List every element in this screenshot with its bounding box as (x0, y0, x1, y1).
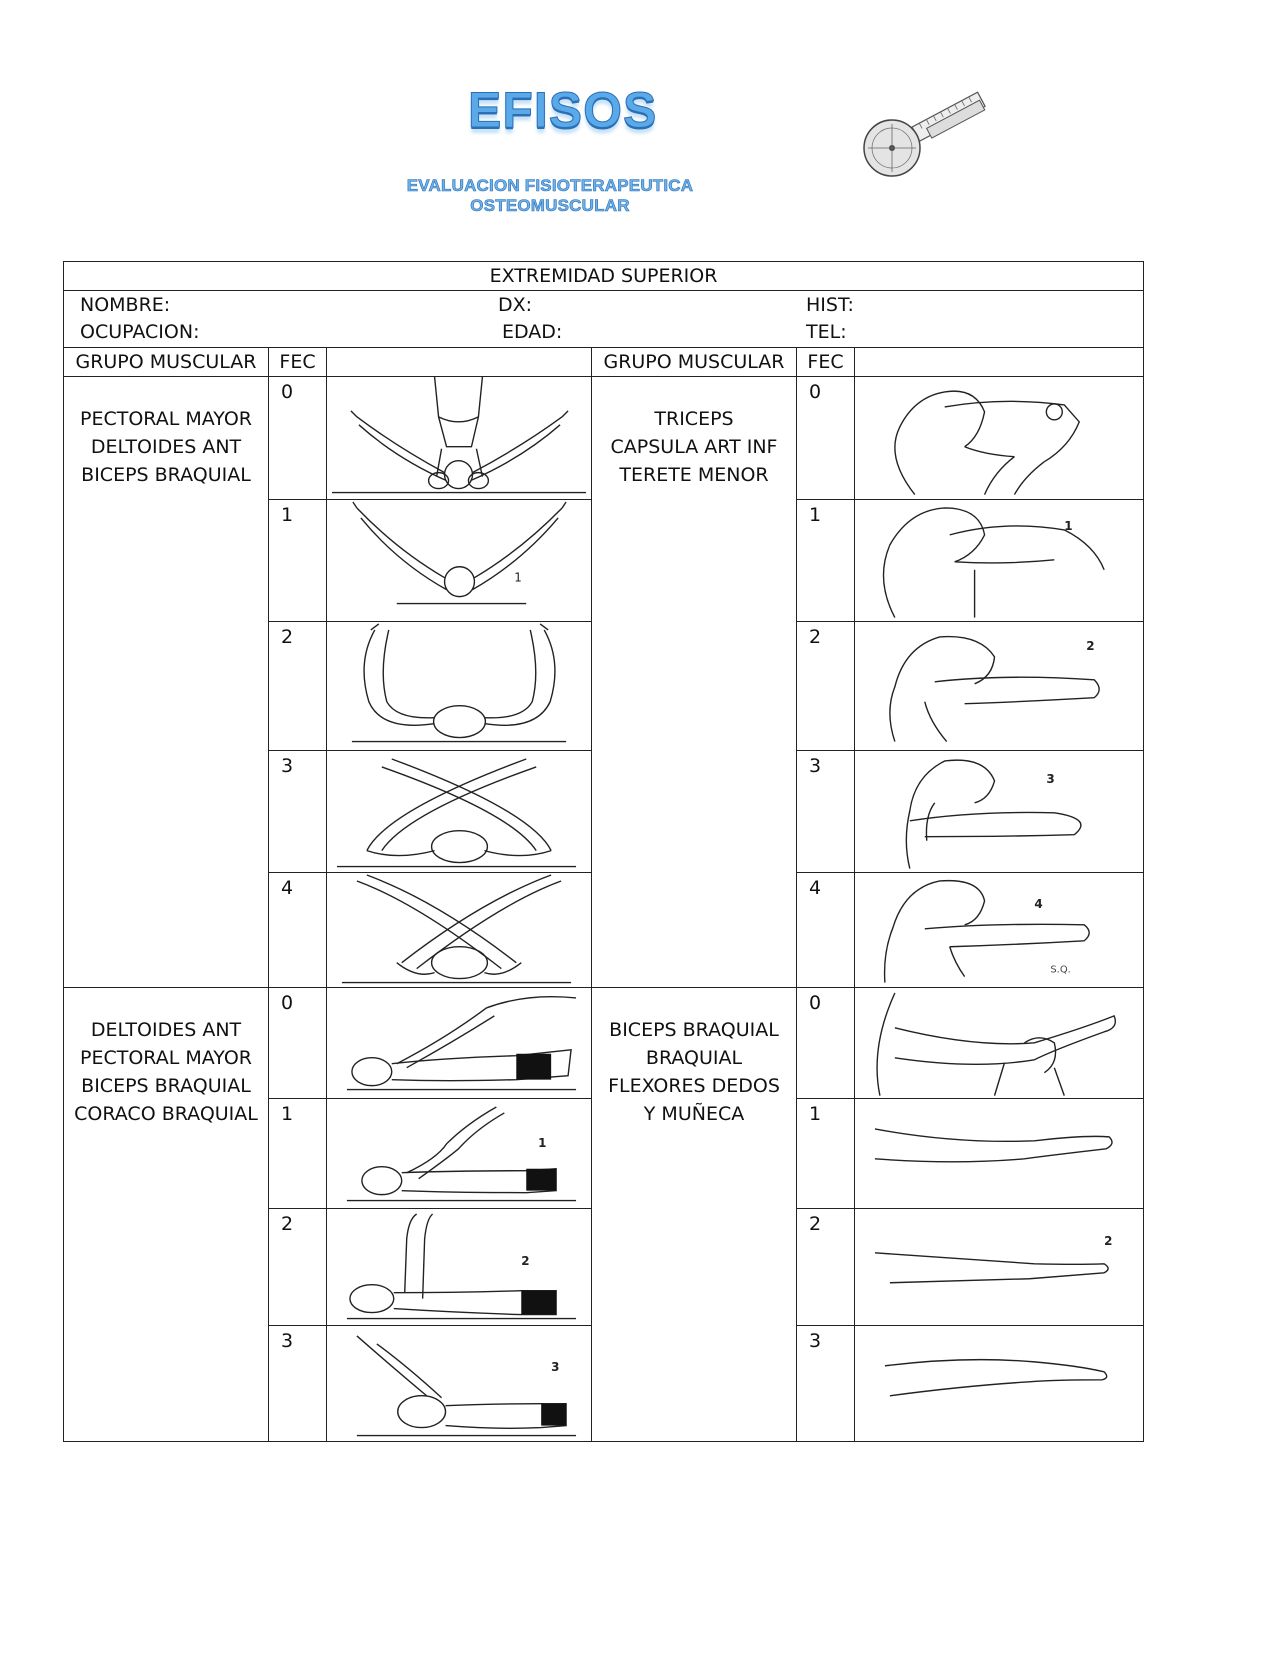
grade-cell: 2 (269, 1209, 327, 1326)
exercise-illustration (327, 750, 592, 873)
exercise-illustration (855, 1209, 1144, 1326)
grade-cell: 1 (797, 1098, 855, 1209)
figure-label: 2 (1104, 1234, 1113, 1249)
exercise-illustration (327, 1209, 592, 1326)
grade-cell: 0 (797, 987, 855, 1098)
exercise-illustration (855, 1098, 1144, 1209)
goniometer-icon (860, 86, 990, 186)
muscle-name: PECTORAL MAYOR (80, 1046, 252, 1069)
muscle-name: CAPSULA ART INF (610, 436, 778, 458)
grade-cell: 3 (797, 750, 855, 873)
dx-label: DX: (498, 294, 533, 316)
figure-label: 1 (514, 570, 522, 585)
exercise-illustration (855, 377, 1144, 500)
muscle-name: BICEPS BRAQUIAL (609, 1018, 779, 1041)
grade-cell: 4 (269, 873, 327, 988)
nombre-label: NOMBRE: (80, 294, 171, 316)
edad-label: EDAD: (502, 321, 563, 343)
ocupacion-label: OCUPACION: (80, 321, 200, 343)
grade-cell: 0 (269, 987, 327, 1098)
muscle-name: BRAQUIAL (645, 1046, 743, 1069)
grade-cell: 4 (797, 873, 855, 988)
hist-label: HIST: (806, 294, 854, 316)
figure-label: 2 (1086, 639, 1095, 654)
muscle-name: DELTOIDES ANT (90, 436, 242, 458)
muscle-name: BICEPS BRAQUIAL (81, 464, 251, 486)
figure-label: 1 (1064, 518, 1073, 533)
grade-cell: 1 (269, 1098, 327, 1209)
tel-label: TEL: (806, 321, 847, 343)
muscle-group-b-left (64, 987, 269, 1441)
exercise-illustration (327, 622, 592, 751)
muscle-name: DELTOIDES ANT (90, 1018, 242, 1041)
exercise-illustration (327, 499, 592, 622)
muscle-name: Y MUÑECA (643, 1102, 745, 1125)
muscle-name: TERETE MENOR (619, 464, 769, 486)
exercise-illustration (327, 987, 592, 1098)
form-title: EXTREMIDAD SUPERIOR (64, 262, 1144, 291)
exercise-illustration (855, 873, 1144, 988)
grade-cell: 1 (797, 499, 855, 622)
col-header-figure (855, 348, 1144, 377)
muscle-name: CORACO BRAQUIAL (74, 1102, 258, 1125)
muscle-name: FLEXORES DEDOS (608, 1074, 780, 1097)
exercise-illustration (327, 1098, 592, 1209)
figure-label: 3 (551, 1359, 560, 1374)
col-header-figure (327, 348, 592, 377)
grade-cell: 0 (269, 377, 327, 500)
exercise-illustration (327, 1325, 592, 1442)
muscle-name: BICEPS BRAQUIAL (81, 1074, 251, 1097)
figure-label: 3 (1046, 771, 1055, 786)
exercise-illustration (855, 499, 1144, 622)
grade-cell: 3 (797, 1325, 855, 1442)
grade-cell: 2 (269, 622, 327, 751)
exercise-illustration (855, 622, 1144, 751)
muscle-group-b-right (592, 987, 797, 1441)
muscle-name: TRICEPS (654, 408, 734, 430)
exercise-illustration (327, 873, 592, 988)
logo: EFISOS (468, 82, 658, 138)
patient-info (64, 291, 1144, 348)
exercise-illustration (855, 1325, 1144, 1442)
muscle-group-a-left (64, 377, 269, 988)
col-header-fec: FEC (269, 348, 327, 377)
grade-cell: 0 (797, 377, 855, 500)
grade-cell: 3 (269, 750, 327, 873)
figure-label: 4 (1034, 897, 1043, 912)
exercise-illustration (855, 987, 1144, 1098)
col-header-group: GRUPO MUSCULAR (64, 348, 269, 377)
grade-cell: 1 (269, 499, 327, 622)
evaluation-form (63, 261, 1144, 1442)
figure-signature: S.Q. (1050, 964, 1071, 976)
subtitle: EVALUACION FISIOTERAPEUTICA OSTEOMUSCULAR (406, 176, 694, 215)
muscle-group-a-right (592, 377, 797, 988)
col-header-fec: FEC (797, 348, 855, 377)
col-header-group: GRUPO MUSCULAR (592, 348, 797, 377)
figure-label: 2 (521, 1253, 530, 1268)
exercise-illustration (327, 377, 592, 500)
exercise-illustration (855, 750, 1144, 873)
grade-cell: 2 (797, 622, 855, 751)
grade-cell: 2 (797, 1209, 855, 1326)
muscle-name: PECTORAL MAYOR (80, 408, 252, 430)
figure-label: 1 (538, 1135, 547, 1150)
grade-cell: 3 (269, 1325, 327, 1442)
